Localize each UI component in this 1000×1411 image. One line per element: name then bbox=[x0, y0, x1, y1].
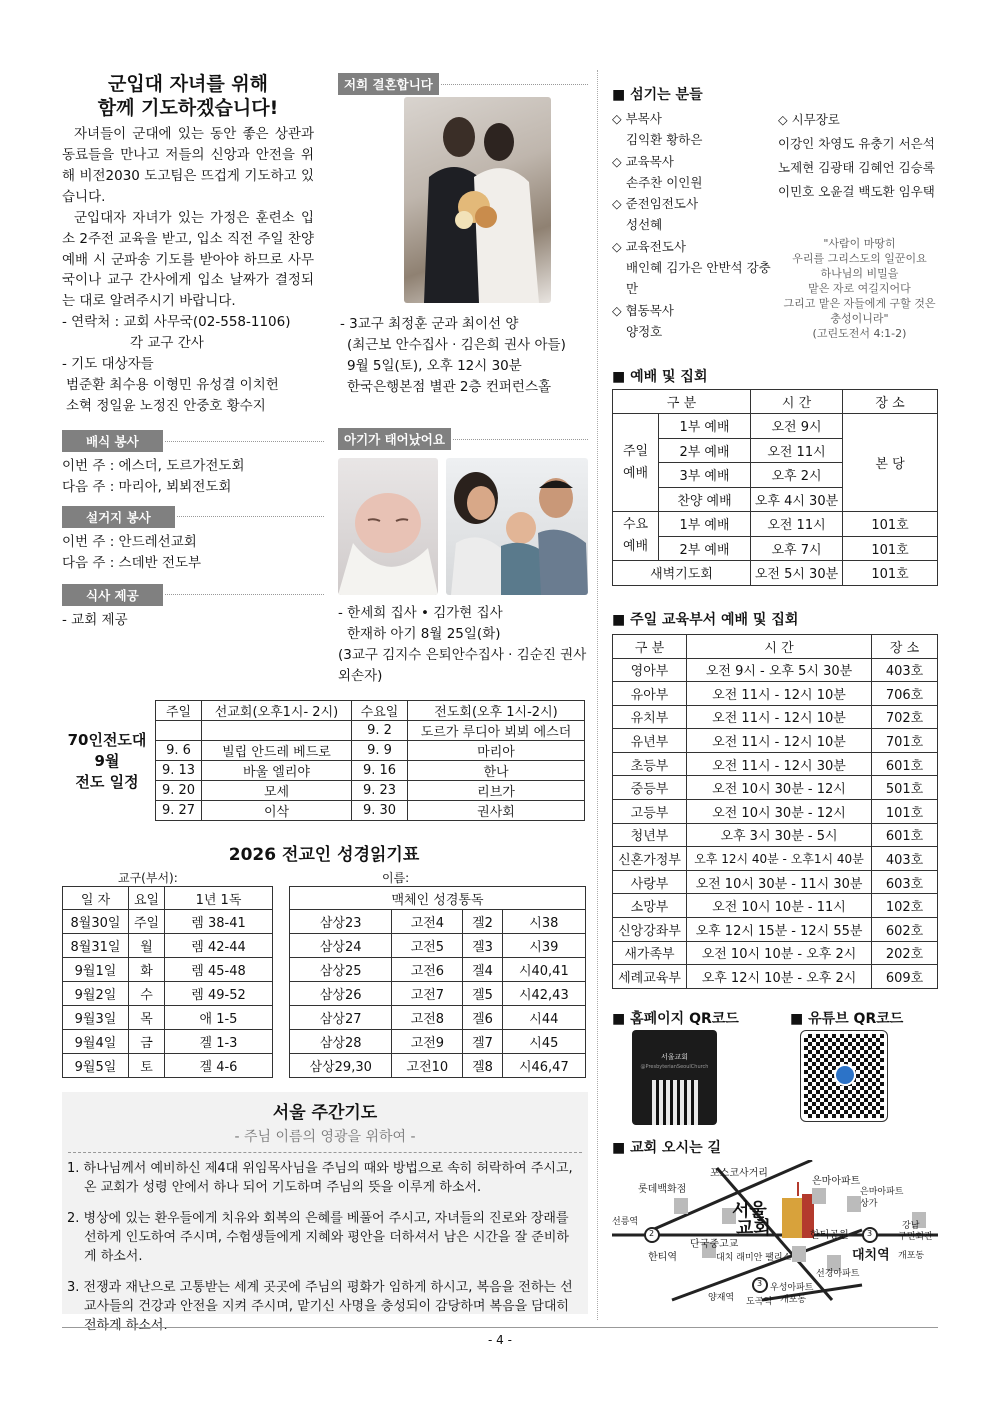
evangel-h4: 전도회(오후 1시-2시) bbox=[408, 701, 585, 721]
meal-line: - 교회 제공 bbox=[62, 611, 128, 628]
weekly-prayer-subtitle: - 주님 이름의 영광을 위하여 - bbox=[234, 1129, 416, 1145]
baby-line-4: 외손자) bbox=[338, 668, 383, 684]
military-para-2: 군입대자 자녀가 있는 가정은 훈련소 입소 2주전 교육을 받고, 입소 직전 주일 찬양예배 시 군파송 기도를 받아야 하므로 사무국이나 교구 간사에게 입소 날짜가 결정되는 대로 알려주시기 바랍니다. bbox=[62, 209, 314, 310]
map-label: 우성아파트 bbox=[770, 1283, 814, 1293]
list-item: 이민호 오윤걸 백도환 임우택 bbox=[778, 184, 935, 199]
evangel-side-1: 70인전도대 bbox=[67, 731, 147, 749]
table-row: 9. 27 이삭 9. 30 권사회 bbox=[156, 801, 585, 821]
map-label: 은마아파트 bbox=[860, 1187, 904, 1197]
table-row: 고등부 오전 10시 30분 - 12시 101호 bbox=[613, 800, 938, 824]
homepage-qr-heading: ■ 홈페이지 QR코드 bbox=[612, 1011, 739, 1027]
list-item: ◇ 시무장로 bbox=[778, 112, 840, 127]
list-item: ◇ 교육목사 bbox=[612, 153, 674, 169]
bible-parish-label: 교구(부서): bbox=[118, 871, 178, 885]
list-item: 성선혜 bbox=[626, 217, 663, 233]
table-row: 9월2일 수 렘 49-52 bbox=[63, 982, 273, 1006]
table-row: 삼상25 고전6 겔4 시40,41 bbox=[290, 958, 586, 982]
table-row: 2부 예배 오전 11시 bbox=[613, 438, 938, 463]
table-row: 삼상24 고전5 겔3 시39 bbox=[290, 934, 586, 958]
dish-tag: 설거지 봉사 bbox=[62, 506, 175, 528]
map-label: 구민회관 bbox=[898, 1232, 933, 1242]
column-divider bbox=[597, 70, 598, 1320]
evangel-side-2: 9월 bbox=[94, 752, 120, 770]
table-row: 2부 예배 오후 7시 101호 bbox=[613, 536, 938, 561]
subway-line-icon: 2 bbox=[649, 1229, 655, 1238]
table-row: 유아부 오전 11시 - 12시 10분 706호 bbox=[613, 682, 938, 706]
prayer-target-label: - 기도 대상자들 bbox=[62, 356, 154, 373]
military-title-2: 함께 기도하겠습니다! bbox=[97, 97, 279, 119]
table-row: 9. 6 빌립 안드레 베드로 9. 9 마리아 bbox=[156, 741, 585, 761]
evangel-h1: 주일 bbox=[156, 701, 202, 721]
list-item: 김익환 황하은 bbox=[626, 132, 703, 148]
table-row: 3부 예배 오후 2시 bbox=[613, 463, 938, 488]
table-row: 유치부 오전 11시 - 12시 10분 702호 bbox=[613, 705, 938, 729]
map-label: 대치 래미안 팰리스 bbox=[716, 1253, 792, 1263]
table-row: 영아부 오전 9시 - 오후 5시 30분 403호 bbox=[613, 658, 938, 682]
table-row: 유년부 오전 11시 - 12시 10분 701호 bbox=[613, 729, 938, 753]
table-row: 9월5일 토 겔 4-6 bbox=[63, 1054, 273, 1078]
map-label: 한티역 bbox=[648, 1252, 677, 1263]
servants-heading: ■ 섬기는 분들 bbox=[612, 87, 703, 103]
evangel-side-3: 전도 일정 bbox=[75, 773, 139, 791]
map-label: 도곡역 bbox=[746, 1297, 773, 1307]
homepage-qr-code bbox=[652, 1080, 698, 1125]
baby-text bbox=[338, 603, 590, 687]
table-row: 주일 예배 1부 예배 오전 9시 본 당 bbox=[613, 414, 938, 439]
wedding-line-1: - 3교구 최정훈 군과 최이선 양 bbox=[340, 316, 519, 332]
phone-church-handle: @PresbyterianSeoulChurch bbox=[640, 1064, 709, 1070]
page-number: - 4 - bbox=[488, 1333, 512, 1347]
youtube-logo-icon bbox=[834, 1064, 856, 1086]
serve-tag: 배식 봉사 bbox=[62, 430, 163, 452]
prayer-item-3: 3. 전쟁과 재난으로 고통받는 세계 곳곳에 주님의 평화가 임하게 하시고, 복음을 전하는 선교사들의 건강과 안전을 지켜 주시며, 맡기신 사명을 충성되이 감당하며 복음을 담대히 전하게 하소서. bbox=[67, 1280, 573, 1333]
bible-year-table: 일 자 요일 1년 1독 8월30일 주일 렘 38-41 8월31일 월 렘 42-44 9월1일 화 렘 45-48 9월2일 수 렘 49-52 9월3일 목 애 1-5 9월4일 금 겔 1-3 9월5일 토 겔 4-6 bbox=[62, 886, 273, 1078]
map-label: 개포동 bbox=[898, 1251, 925, 1261]
list-item: 양정호 bbox=[626, 323, 663, 339]
youtube-qr-code[interactable] bbox=[800, 1030, 888, 1122]
weekly-prayer-box bbox=[62, 1092, 588, 1333]
table-row: 새벽기도회 오전 5시 30분 101호 bbox=[613, 561, 938, 586]
servants-right-list bbox=[778, 108, 948, 204]
map-label: 양재역 bbox=[708, 1293, 735, 1303]
map-label: 대치역 bbox=[852, 1248, 890, 1263]
table-row: 사랑부 오전 10시 30분 - 11시 30분 603호 bbox=[613, 870, 938, 894]
church-map bbox=[612, 1160, 938, 1315]
evangelism-side-label bbox=[62, 730, 152, 793]
prayer-target-names-2: 소혁 정일윤 노정진 안중호 황수지 bbox=[66, 397, 266, 414]
table-row: 찬양 예배 오후 4시 30분 bbox=[613, 487, 938, 512]
map-label: 개포동 bbox=[780, 1295, 807, 1305]
bible-mcheyne-table: 맥체인 성경통독 삼상23 고전4 겔2 시38 삼상24 고전5 겔3 시39 삼상25 고전6 겔4 시40,41 삼상26 고전7 겔5 시42,43 삼상27 고전8 겔6 시44 삼상28 고전9 겔7 시45 삼상29,30 고전10 겔8 시46,47 bbox=[289, 886, 586, 1078]
baby-line-3: (3교구 김지수 은퇴안수집사 · 김순진 권사 bbox=[338, 647, 587, 663]
wedding-line-2: (최근보 안수집사 · 김은희 권사 아들) bbox=[347, 337, 566, 353]
education-table: 구 분 시 간 장 소 영아부 오전 9시 - 오후 5시 30분 403호 유아부 오전 11시 - 12시 10분 706호 유치부 오전 11시 - 12시 10분 702호 유년부 오전 11시 - 12시 10분 701호 초등부 오전 11시 - 12시 30분 601호 중등부 오전 10시 30분 - 12시 501호 고등부 오전 10시 30분 - 12시 101호 청년부 오후 3시 30분 - 5시 601호 신혼가정부 오후 12시 40분 - 오후1시 40분 403호 사랑부 오전 10시 30분 - 11시 30분 603호 소망부 오전 10시 10분 - 11시 102호 신앙강좌부 오후 12시 15분 - 12시 55분 602호 새가족부 오전 10시 10분 - 오후 2시 202호 세례교육부 오후 12시 10분 - 오후 2시 609호 bbox=[612, 634, 938, 989]
serve-next-week: 다음 주 : 마리아, 뵈뵈전도회 bbox=[62, 478, 232, 495]
map-label: 롯데백화점 bbox=[638, 1184, 687, 1195]
table-row: 8월30일 주일 렘 38-41 bbox=[63, 910, 273, 934]
wedding-text bbox=[340, 314, 590, 398]
table-row: 수요 예배 1부 예배 오전 11시 101호 bbox=[613, 512, 938, 537]
map-church-label: 서울 bbox=[732, 1200, 767, 1221]
homepage-qr-phone[interactable] bbox=[632, 1030, 717, 1125]
baby-line-1: - 한세희 집사 • 김가현 집사 bbox=[338, 605, 503, 621]
subway-line-icon: 3 bbox=[867, 1229, 873, 1238]
dish-this-week: 이번 주 : 안드레선교회 bbox=[62, 533, 197, 550]
map-label: 상가 bbox=[860, 1199, 878, 1209]
map-church-label: 교회 bbox=[736, 1218, 771, 1239]
map-label: 선릉역 bbox=[612, 1217, 639, 1227]
worship-table: 구 분 시 간 장 소 주일 예배 1부 예배 오전 9시 본 당 2부 예배 오전 11시 3부 예배 오후 2시 찬양 예배 오후 4시 30분 수요 예배 1부 예배 오전 11시 101호 2부 예배 오후 7시 101호 새벽기도회 오전 5시 30분 101호 bbox=[612, 389, 938, 586]
table-row: 세례교육부 오후 12시 10분 - 오후 2시 609호 bbox=[613, 965, 938, 989]
military-title: 군입대 자녀를 위해 bbox=[107, 73, 269, 95]
baby-tag: 아기가 태어났어요 bbox=[338, 428, 451, 450]
family-photo bbox=[446, 458, 588, 595]
list-item: ◇ 협동목사 bbox=[612, 302, 674, 318]
bible-name-label: 이름: bbox=[382, 871, 410, 885]
table-row: 9월4일 금 겔 1-3 bbox=[63, 1030, 273, 1054]
map-label: 포스코사거리 bbox=[710, 1168, 768, 1179]
military-prayer-section bbox=[62, 72, 314, 417]
weekly-prayer-title: 서울 주간기도 bbox=[272, 1103, 378, 1123]
subway-line-icon: 3 bbox=[757, 1279, 763, 1288]
evangel-h2: 선교회(오후1시- 2시) bbox=[202, 701, 352, 721]
table-row: 9. 2 도르가 루디아 뵈뵈 에스더 bbox=[156, 721, 585, 741]
table-row: 삼상28 고전9 겔7 시45 bbox=[290, 1030, 586, 1054]
servants-left-list bbox=[612, 108, 782, 342]
table-row: 9. 20 모세 9. 23 리브가 bbox=[156, 781, 585, 801]
map-label: 강남 bbox=[902, 1221, 920, 1231]
list-item: 노제현 김광태 김혜언 김승록 bbox=[778, 160, 935, 175]
wedding-tagline bbox=[338, 73, 588, 95]
list-item: ◇ 부목사 bbox=[612, 111, 662, 126]
bible-verse: "사람이 마땅히 우리를 그리스도의 일꾼이요 하나님의 비밀을 맡은 자로 여길지어다 그리고 맡은 자들에게 구할 것은 충성이니라" (고린도전서 4:1-2) bbox=[783, 237, 936, 340]
list-item: 이강인 차영도 유충기 서은석 bbox=[778, 136, 935, 151]
serve-this-week: 이번 주 : 에스더, 도르가전도회 bbox=[62, 458, 245, 474]
table-row: 삼상29,30 고전10 겔8 시46,47 bbox=[290, 1054, 586, 1078]
table-row: 9월1일 화 렘 45-48 bbox=[63, 958, 273, 982]
wedding-photo bbox=[404, 97, 551, 303]
list-item: 손주찬 이인원 bbox=[626, 174, 703, 190]
wedding-line-3: 9월 5일(토), 오후 12시 30분 bbox=[347, 358, 522, 374]
table-row: 중등부 오전 10시 30분 - 12시 501호 bbox=[613, 776, 938, 800]
list-item: ◇ 준전임전도사 bbox=[612, 196, 699, 212]
baby-tagline bbox=[338, 428, 588, 450]
map-label: 단국중고교 bbox=[690, 1239, 739, 1250]
military-para-1: 자녀들이 군대에 있는 동안 좋은 상관과 동료들을 만나고 저들의 신앙과 안전을 위해 비전2030 도고팀은 뜨겁게 기도하고 있습니다. bbox=[62, 126, 314, 205]
table-row: 삼상26 고전7 겔5 시42,43 bbox=[290, 982, 586, 1006]
table-row: 초등부 오전 11시 - 12시 30분 601호 bbox=[613, 752, 938, 776]
list-item: 배인혜 김가은 안반석 강충만 bbox=[626, 260, 771, 297]
volunteer-section bbox=[62, 430, 324, 631]
table-row: 소망부 오전 10시 10분 - 11시 102호 bbox=[613, 894, 938, 918]
contact-line: - 연락처 : 교회 사무국(02-558-1106) bbox=[62, 314, 291, 331]
prayer-target-names: 범준환 최수용 이형민 유성결 이치헌 bbox=[66, 377, 279, 394]
table-row: 신혼가정부 오후 12시 40분 - 오후1시 40분 403호 bbox=[613, 847, 938, 871]
bible-title: 2026 전교인 성경읽기표 bbox=[228, 845, 420, 865]
youtube-qr-heading: ■ 유튜브 QR코드 bbox=[790, 1011, 904, 1027]
table-row: 새가족부 오전 10시 10분 - 오후 2시 202호 bbox=[613, 941, 938, 965]
newborn-photo bbox=[338, 458, 438, 595]
map-label: 한티공원 bbox=[810, 1230, 849, 1241]
table-row: 삼상27 고전8 겔6 시44 bbox=[290, 1006, 586, 1030]
dish-next-week: 다음 주 : 스데반 전도부 bbox=[62, 554, 202, 571]
meal-tag: 식사 제공 bbox=[62, 584, 163, 606]
directions-heading: ■ 교회 오시는 길 bbox=[612, 1140, 721, 1156]
list-item: ◇ 교육전도사 bbox=[612, 238, 686, 254]
contact-line-2: 각 교구 간사 bbox=[130, 335, 204, 352]
prayer-item-2: 2. 병상에 있는 환우들에게 치유와 회복의 은혜를 베풀어 주시고, 자녀들의 진로와 장래를 선하게 인도하여 주시며, 수험생들에게 지혜와 평안을 더하셔서 남은 시간을 잘 준비하게 하소서. bbox=[67, 1211, 569, 1264]
baby-line-2: 한재하 아기 8월 25일(화) bbox=[347, 626, 501, 642]
table-row: 9. 13 바울 엘리야 9. 16 한나 bbox=[156, 761, 585, 781]
table-row: 9월3일 목 애 1-5 bbox=[63, 1006, 273, 1030]
table-row: 신앙강좌부 오후 12시 15분 - 12시 55분 602호 bbox=[613, 918, 938, 942]
table-row: 8월31일 월 렘 42-44 bbox=[63, 934, 273, 958]
prayer-item-1: 1. 하나님께서 예비하신 제4대 위임목사님을 주님의 때와 방법으로 속히 허락하여 주시고, 온 교회가 성령 안에서 하나 되어 기도하며 주님의 뜻을 이루게 하소서. bbox=[67, 1161, 573, 1195]
map-label: 선경아파트 bbox=[816, 1269, 860, 1279]
wedding-line-4: 한국은행본점 별관 2층 컨퍼런스홀 bbox=[347, 379, 552, 395]
table-row: 청년부 오후 3시 30분 - 5시 601호 bbox=[613, 823, 938, 847]
worship-heading: ■ 예배 및 집회 bbox=[612, 369, 708, 385]
map-label: 은마아파트 bbox=[812, 1176, 861, 1187]
evangel-h3: 수요일 bbox=[352, 701, 408, 721]
wedding-tag: 저희 결혼합니다 bbox=[338, 73, 439, 95]
education-heading: ■ 주일 교육부서 예배 및 집회 bbox=[612, 612, 799, 628]
phone-church-name: 서울교회 bbox=[660, 1053, 689, 1061]
evangelism-table bbox=[155, 700, 585, 821]
footer-rule bbox=[62, 1327, 938, 1328]
table-row: 삼상23 고전4 겔2 시38 bbox=[290, 910, 586, 934]
